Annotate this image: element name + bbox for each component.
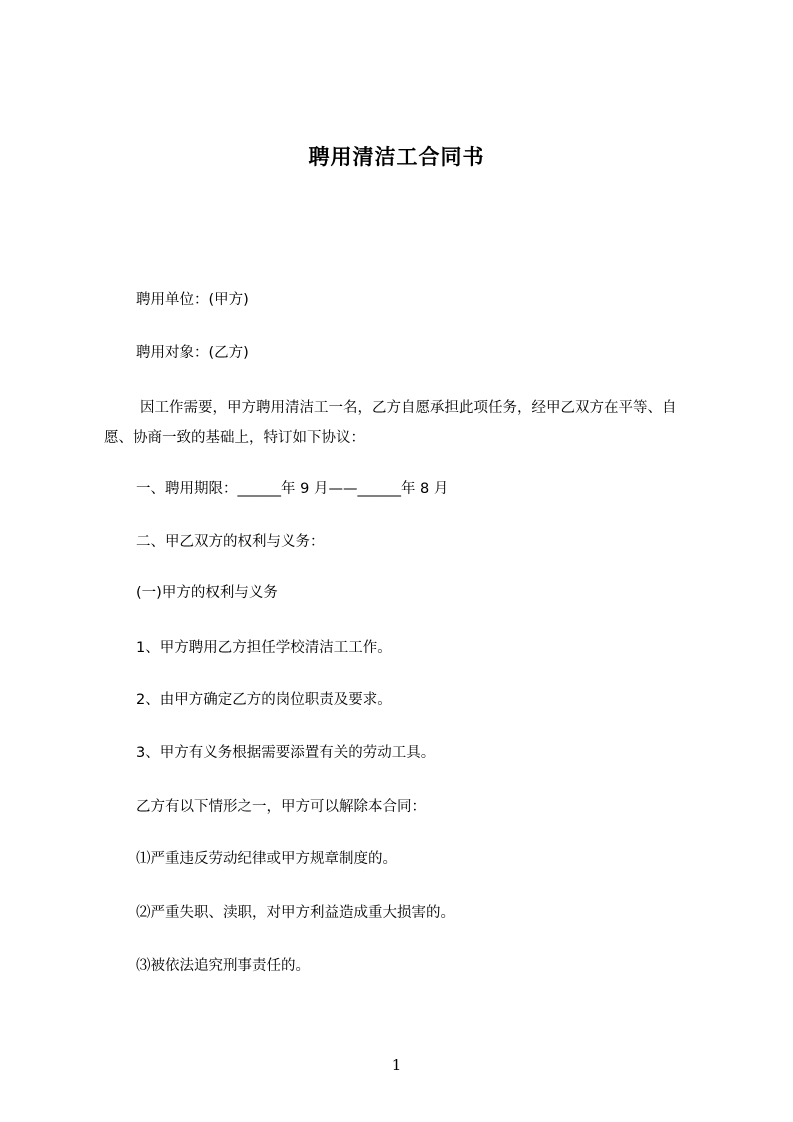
party-a-heading: (一)甲方的权利与义务	[136, 585, 278, 601]
intro-text: 因工作需要，甲方聘用清洁工一名，乙方自愿承担此项任务，经甲乙双方在平等、自愿、协商一致的基础上，特订如下协议：	[104, 400, 677, 446]
intro-paragraph	[104, 393, 704, 453]
condition-2: ⑵严重失职、渎职，对甲方利益造成重大损害的。	[136, 905, 455, 921]
employee-line: 聘用对象：(乙方)	[136, 345, 249, 361]
rights-heading: 二、甲乙双方的权利与义务：	[136, 534, 325, 550]
term-line: 一、聘用期限：______年 9 月——______年 8 月	[136, 481, 449, 497]
item-1: 1、甲方聘用乙方担任学校清洁工工作。	[136, 640, 392, 656]
termination-heading: 乙方有以下情形之一，甲方可以解除本合同：	[136, 799, 426, 815]
page-number: 1	[391, 1056, 402, 1074]
condition-1: ⑴严重违反劳动纪律或甲方规章制度的。	[136, 851, 397, 867]
item-2: 2、由甲方确定乙方的岗位职责及要求。	[136, 692, 392, 708]
condition-3: ⑶被依法追究刑事责任的。	[136, 958, 310, 974]
item-3: 3、甲方有义务根据需要添置有关的劳动工具。	[136, 745, 436, 761]
document-title: 聘用清洁工合同书	[308, 145, 485, 169]
employer-line: 聘用单位：(甲方)	[136, 292, 249, 308]
